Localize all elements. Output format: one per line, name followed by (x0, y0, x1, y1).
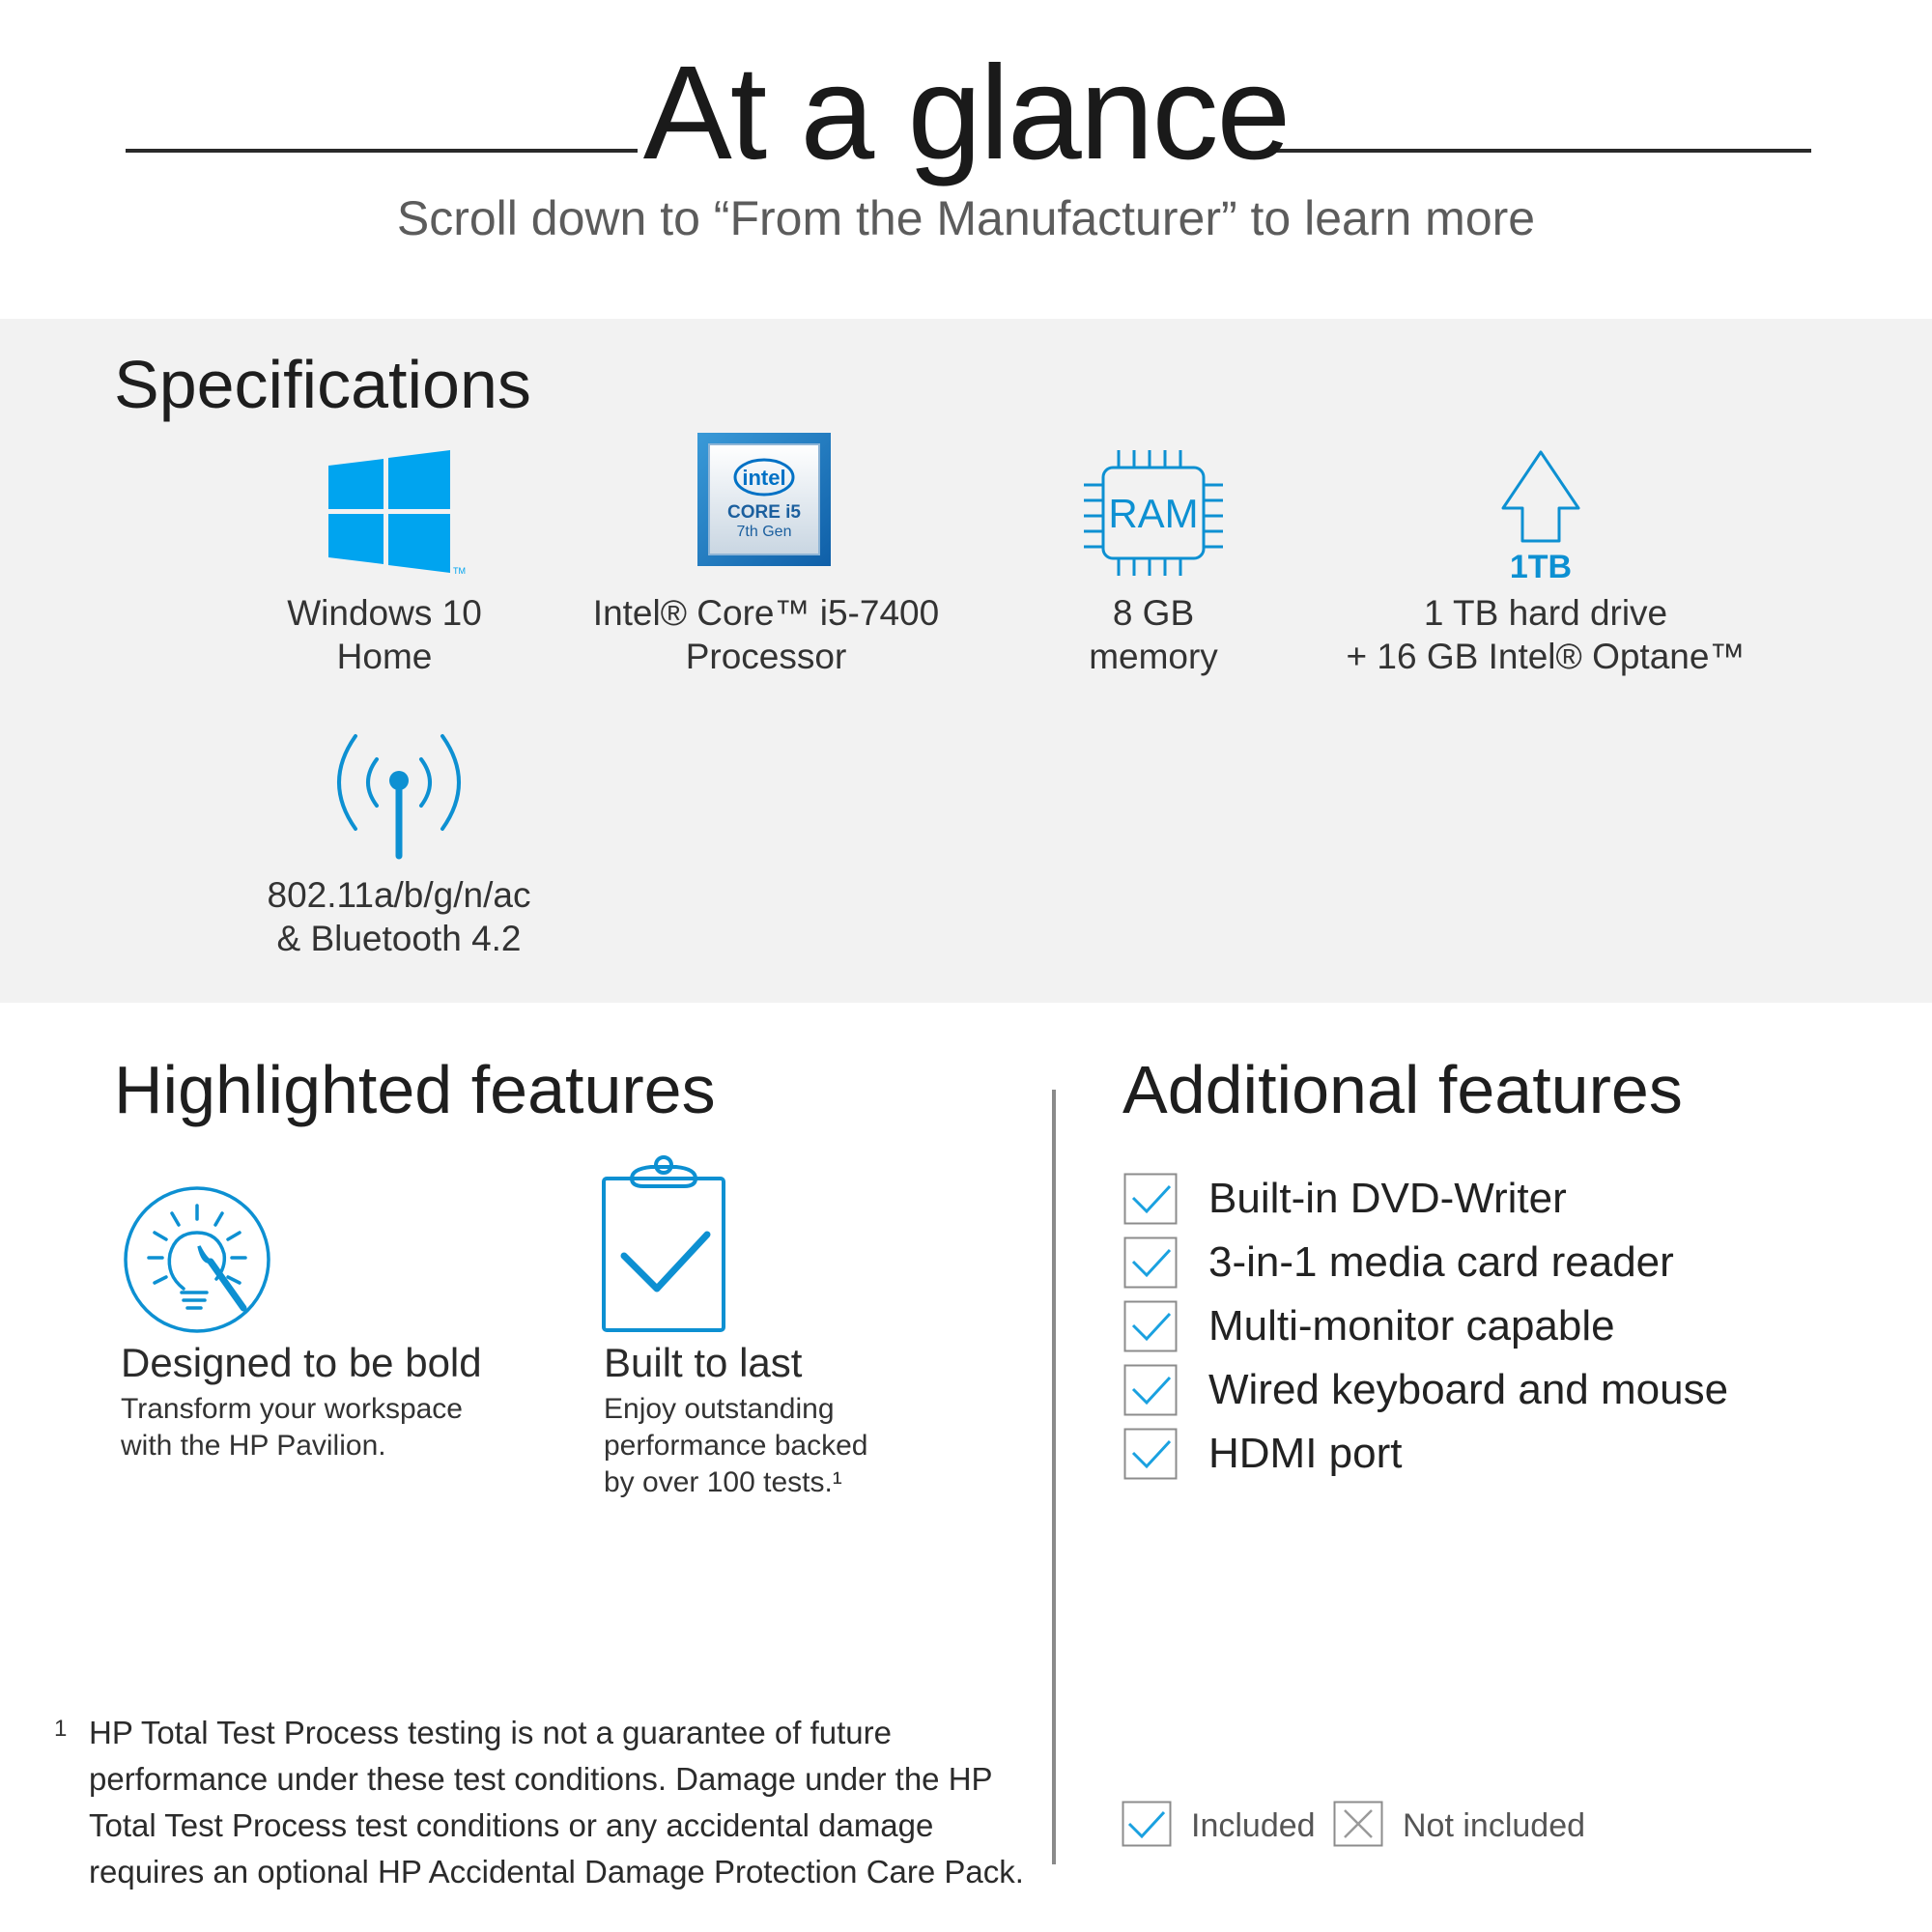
feature-last-line2: performance backed (604, 1430, 868, 1462)
feature-label-dvd: Built-in DVD-Writer (1208, 1175, 1567, 1222)
feature-bold-title: Designed to be bold (121, 1340, 482, 1385)
footnote-text: HP Total Test Process testing is not a guarantee of future performance under these test conditions. Damage under the HP Total Test Process test conditions or any accidental damage requires an optional HP Accidental Damage Protection Care Pack. (89, 1715, 1024, 1889)
storage-arrow-icon (1499, 448, 1582, 582)
additional-features-title: Additional features (1122, 1052, 1683, 1127)
spec-wireless-line2: & Bluetooth 4.2 (276, 919, 522, 958)
clipboard-check-icon (601, 1155, 726, 1333)
feature-label-multi-monitor: Multi-monitor capable (1208, 1302, 1615, 1350)
spec-os-line1: Windows 10 (287, 593, 482, 633)
check-icon (1123, 1173, 1178, 1225)
spec-storage-line1: 1 TB hard drive (1423, 593, 1668, 633)
page-subtitle: Scroll down to “From the Manufacturer” to learn more (396, 191, 1536, 245)
ram-chip-text: RAM (1108, 491, 1199, 536)
intel-core-text: CORE i5 (726, 502, 802, 523)
check-icon (1122, 1801, 1172, 1852)
feature-last-line1: Enjoy outstanding (604, 1393, 835, 1425)
legend-included-label: Included (1191, 1807, 1316, 1844)
specifications-title: Specifications (114, 347, 531, 422)
trademark-mark: TM (453, 566, 466, 576)
spec-memory-label (1009, 591, 1298, 678)
lightbulb-brush-icon (122, 1184, 272, 1335)
feature-row-multi-monitor (1123, 1298, 1615, 1354)
ram-chip-icon (1082, 446, 1225, 580)
spec-storage-line2: + 16 GB Intel® Optane™ (1346, 637, 1746, 676)
spec-memory-line2: memory (1089, 637, 1218, 676)
check-icon (1123, 1236, 1178, 1289)
spec-processor-label (573, 591, 959, 678)
feature-row-dvd (1123, 1171, 1567, 1227)
spec-wireless-label (254, 873, 544, 960)
spec-os-label (240, 591, 529, 678)
spec-memory-line1: 8 GB (1112, 593, 1195, 633)
intel-core-i5-badge-icon (697, 433, 831, 566)
intel-gen-text: 7th Gen (736, 524, 792, 540)
spec-processor-line1: Intel® Core™ i5-7400 (592, 593, 940, 633)
highlighted-features-title: Highlighted features (114, 1052, 716, 1127)
feature-label-hdmi: HDMI port (1208, 1430, 1403, 1477)
page-title: At a glance (642, 39, 1290, 187)
feature-last-title: Built to last (604, 1340, 803, 1385)
feature-bold-line1: Transform your workspace (121, 1393, 463, 1425)
feature-last-text (604, 1391, 971, 1501)
feature-bold-line2: with the HP Pavilion. (121, 1430, 386, 1462)
section-divider (1052, 1090, 1056, 1864)
feature-row-keyboard-mouse (1123, 1362, 1728, 1418)
cross-icon (1333, 1801, 1383, 1852)
spec-os-line2: Home (336, 637, 433, 676)
legend-included (1122, 1801, 1316, 1852)
check-icon (1123, 1300, 1178, 1352)
feature-bold-text (121, 1391, 526, 1464)
legend-not-included (1333, 1801, 1585, 1852)
feature-row-hdmi (1123, 1426, 1402, 1482)
windows-logo-icon (327, 450, 471, 578)
spec-wireless-line1: 802.11a/b/g/n/ac (267, 875, 531, 915)
wireless-signal-icon (328, 730, 469, 860)
storage-capacity-text: 1TB (1509, 549, 1573, 582)
legend-not-included-label: Not included (1403, 1807, 1586, 1844)
spec-storage-label (1314, 591, 1777, 678)
check-icon (1123, 1428, 1178, 1480)
feature-label-keyboard-mouse: Wired keyboard and mouse (1208, 1366, 1729, 1413)
footnote-marker: 1 (54, 1716, 68, 1742)
feature-last-line3: by over 100 tests.¹ (604, 1466, 842, 1498)
feature-label-card-reader: 3-in-1 media card reader (1208, 1238, 1674, 1286)
check-icon (1123, 1364, 1178, 1416)
spec-processor-line2: Processor (685, 637, 847, 676)
feature-row-card-reader (1123, 1235, 1674, 1291)
intel-brand-text: intel (742, 466, 786, 490)
